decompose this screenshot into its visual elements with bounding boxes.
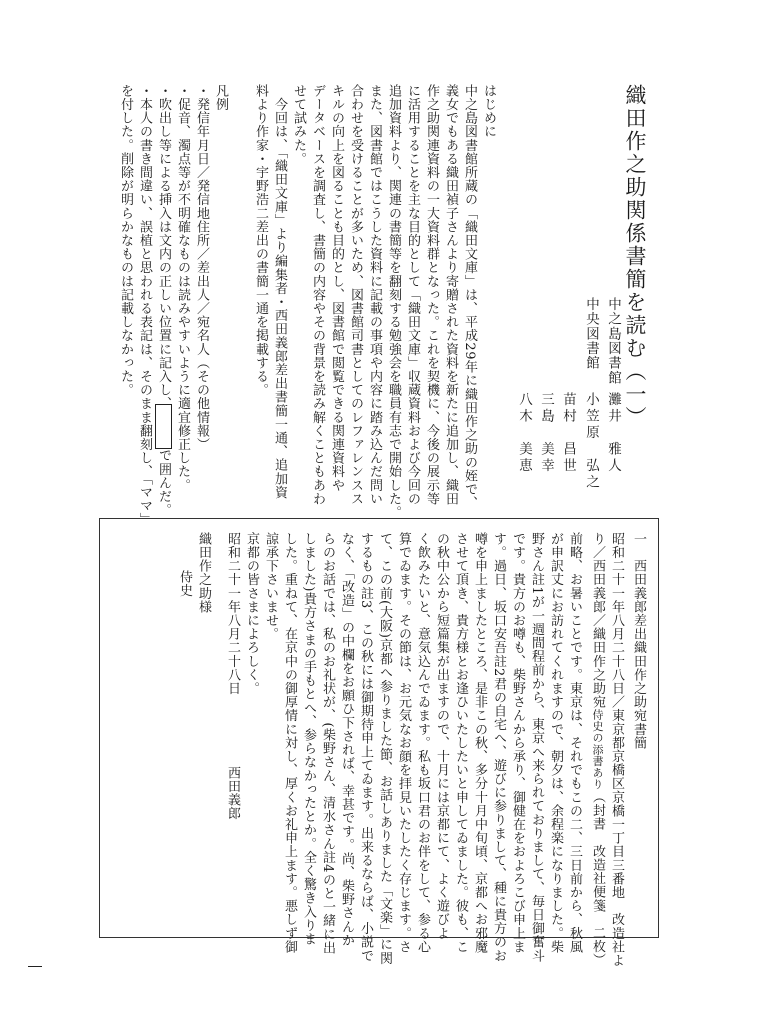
letter-addressee-honorific: 侍史 [177, 570, 192, 598]
letter-line: 前略、お暑いことです。東京は、それでもこの二、三日前から、秋風 [567, 532, 582, 954]
intro-line: 料より作家・宇野浩二差出の書簡一通を掲載する。 [253, 84, 268, 397]
letter-line: しました)貴方さまの手もとへ、参らなかったとか。全く驚き入りま [301, 532, 316, 946]
letter-line: らのお話では、私のお礼状が、(柴野さん、清水さん註4のと一緒に出 [320, 532, 335, 955]
letter-line: した。重ねて、在京中の御厚情に対し、厚くお礼申上ます。悪しず御 [282, 532, 297, 954]
intro-line: 中之島図書館所蔵の「織田文庫」は、平成29年に織田作之助の姪で、 [462, 84, 477, 510]
letter-meta: 昭和二十一年八月二十八日／東京都京橋区京橋一丁目三番地 改造社よ [609, 532, 624, 968]
notes-line: ・本人の書き間違い、誤植と思われる表記は、そのまま翻刻し、「ママ」 [137, 84, 152, 527]
intro-line: に活用することを主な目的として「織田文庫」収蔵資料および今回の [405, 84, 420, 506]
author-name: 苗村 昌世 [560, 392, 576, 475]
intro-line: 追加資料より、関連の書簡等を翻刻する勉強会を職員有志で開始した。 [386, 84, 401, 520]
letter-line: です。貴方のお噂も、柴野さんから承り、御健在をおよろこび申上ま [510, 532, 525, 954]
letter-signature: 西田義郎 [225, 766, 240, 821]
author-name: 三島 美幸 [538, 392, 554, 475]
author-name: 灘井 雅人 [605, 392, 621, 475]
letter-line: なく、「改造」の中欄をお願ひ下されば、幸甚です。尚、柴野さんか [339, 532, 354, 948]
letter-section-title: 一 西田義郎差出織田作之助宛書簡 [631, 532, 646, 750]
intro-line: 義女でもある織田禎子さんより寄贈された資料を新たに追加し、織田 [443, 84, 458, 506]
letter-meta-text: り／西田義郎／織田作之助宛 [590, 532, 605, 709]
page-title: 織田作之助関係書簡を読む（一） [623, 84, 647, 429]
letter-line: 噂を申上ましたところ、是非この秋、多分十月中旬頃、京都へお邪魔 [472, 532, 487, 954]
letter-line: 諒承下さいませ。 [263, 532, 278, 641]
letter-line: 昭和二十一年八月二十八日 [225, 532, 240, 696]
letter-line: させて頂き、貴方様とお逢ひいたしたいと申してゐました。彼も、こ [453, 532, 468, 954]
letter-line: 野さん註1が一週間程前から、東京へ来られておりまして、毎日御奮斗 [529, 532, 544, 963]
letter-line: するもの註3、この秋には御期待申上てゐます。出来るならば、小説で [358, 532, 373, 963]
notes-line [154, 84, 173, 517]
letter-line: す。過日、坂口安吾註2君の自宅へ、遊びに参りまして、種に貴方のお [491, 532, 506, 963]
letter-meta [588, 532, 607, 967]
letter-meta-note: 侍史の添書あり [591, 708, 604, 791]
affiliation-central: 中央図書館 [583, 297, 599, 371]
intro-line: データベースを調査し、書簡の内容やその背景を読み解くこともあわ [310, 84, 325, 506]
page-number-mark [28, 966, 42, 967]
notes-line: ・促音、濁点等が不明確なものは読みやすいように適宜修正した。 [175, 84, 190, 492]
author-name: 八木 美恵 [516, 392, 532, 475]
letter-line: 算でゐます。その節は、お元気なお顔を拝見いたしたく存じます。さ [396, 532, 411, 954]
author-name: 小笠原 弘之 [583, 392, 599, 491]
letter-line: が申訳丈にお訪れてくれますので、朝夕は、余程楽になりました。柴 [548, 532, 563, 954]
intro-line: 今回は、「織田文庫」より編集者・西田義郎差出書簡一通、追加資 [272, 84, 287, 500]
letter-line: て、この前(大阪)京都へ参りました節、お話しありました「文楽」に関 [377, 532, 392, 965]
intro-line: 作之助関連資料の一大資料群となった。これを契機に、今後の展示等 [424, 84, 439, 506]
intro-line: キルの向上を図ることも目的とし、図書館で閲覧できる関連資料や [329, 84, 344, 492]
letter-line: く飲みたいと、意気込んでゐます。私も坂口君のお伴をして、参る心 [415, 532, 430, 954]
intro-line: 合わせを受けることが多いため、図書館司書としてのレファレンスス [348, 84, 363, 506]
letter-line: の秋中公から短篇集が出ますので、十月には京都にて、よく遊びよ [434, 532, 449, 940]
notes-line: を付した。削除が明らかなものは記載しなかった。 [118, 84, 133, 397]
notes-text: で囲んだ。 [156, 448, 171, 517]
letter-meta-text: （封書 改造社便箋 二枚） [590, 790, 605, 967]
letter-addressee: 織田作之助様 [196, 532, 211, 614]
notes-heading: 凡例 [213, 84, 228, 112]
affiliation-nakanoshima: 中之島図書館 [605, 297, 621, 386]
intro-line: せて試みた。 [291, 84, 306, 166]
notes-line: ・発信年月日／発信地住所／差出人／宛名人（その他情報） [194, 84, 209, 452]
notes-text: ・吹出し等による挿入は文内の正しい位置に記入し、 [156, 84, 171, 404]
letter-line: 京都の皆さまによろしく。 [244, 532, 259, 696]
intro-heading: はじめに [481, 84, 496, 139]
intro-line: また、図書館ではこうした資料に記載の事項や内容に踏み込んだ問い [367, 84, 382, 506]
inserted-marker-box [155, 404, 172, 449]
